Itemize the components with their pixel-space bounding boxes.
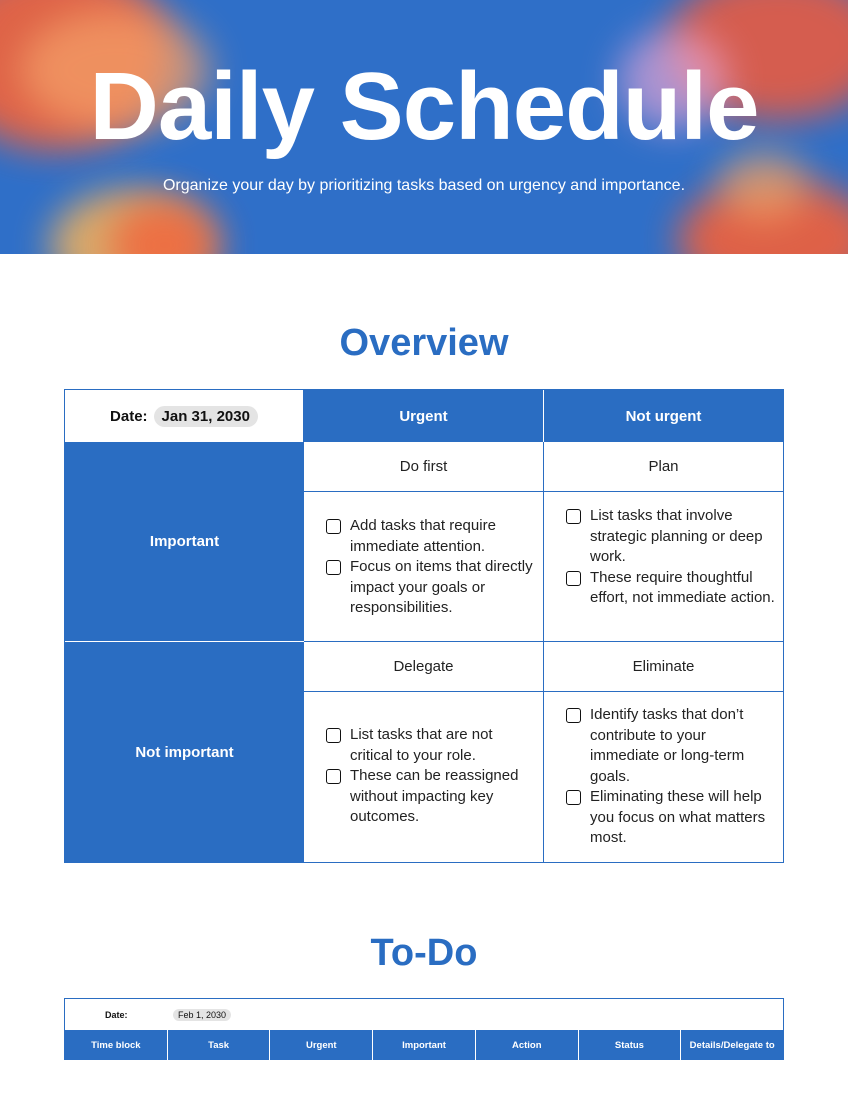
checklist-item[interactable]: Identify tasks that don’t contribute to your immediate or long-term goals. xyxy=(566,705,776,787)
checklist-item[interactable]: These require thoughtful effort, not immediate action. xyxy=(566,568,776,609)
todo-header-row xyxy=(65,1030,783,1060)
quadrant-title-do-first: Do first xyxy=(304,442,544,492)
quadrant-do-first xyxy=(304,492,544,642)
column-header-urgent: Urgent xyxy=(304,390,544,442)
checklist-item[interactable]: These can be reassigned without impacting key outcomes. xyxy=(326,766,538,828)
todo-heading: To-Do xyxy=(370,932,478,974)
quadrant-eliminate xyxy=(544,692,783,862)
column-header-important: Important xyxy=(373,1030,476,1060)
header-banner xyxy=(0,0,848,254)
overview-date-cell xyxy=(65,390,304,442)
todo-date-label: Date: xyxy=(105,1009,128,1020)
todo-date-value[interactable]: Feb 1, 2030 xyxy=(173,1009,231,1021)
page-subtitle: Organize your day by prioritizing tasks based on urgency and importance. xyxy=(162,177,686,194)
checklist-item[interactable]: List tasks that involve strategic planning or deep work. xyxy=(566,506,776,568)
date-label: Date: xyxy=(110,407,148,425)
checklist-item[interactable]: Focus on items that directly impact your goals or responsibilities. xyxy=(326,557,536,619)
todo-table xyxy=(64,998,784,1060)
quadrant-title-delegate: Delegate xyxy=(304,642,544,692)
checkbox-icon[interactable] xyxy=(326,769,341,784)
overview-heading: Overview xyxy=(339,322,509,364)
checkbox-icon[interactable] xyxy=(326,519,341,534)
date-value[interactable]: Jan 31, 2030 xyxy=(154,406,258,427)
checkbox-icon[interactable] xyxy=(566,509,581,524)
checkbox-icon[interactable] xyxy=(326,560,341,575)
column-header-time-block: Time block xyxy=(65,1030,168,1060)
row-header-important: Important xyxy=(65,442,304,642)
page-title: Daily Schedule xyxy=(89,53,759,160)
checklist-item[interactable]: List tasks that are not critical to your role. xyxy=(326,725,538,766)
checklist-item[interactable]: Eliminating these will help you focus on what matters most. xyxy=(566,787,776,849)
checkbox-icon[interactable] xyxy=(566,708,581,723)
quadrant-delegate xyxy=(304,692,544,862)
checkbox-icon[interactable] xyxy=(326,728,341,743)
column-header-urgent: Urgent xyxy=(270,1030,373,1060)
priority-matrix xyxy=(64,389,784,863)
column-header-task: Task xyxy=(168,1030,271,1060)
quadrant-plan xyxy=(544,492,783,642)
column-header-details: Details/Delegate to xyxy=(689,1039,775,1051)
row-header-not-important: Not important xyxy=(65,642,304,862)
checkbox-icon[interactable] xyxy=(566,790,581,805)
checklist-item[interactable]: Add tasks that require immediate attention. xyxy=(326,516,536,557)
quadrant-title-eliminate: Eliminate xyxy=(544,642,783,692)
quadrant-title-plan: Plan xyxy=(544,442,783,492)
todo-date-row xyxy=(65,999,783,1030)
checkbox-icon[interactable] xyxy=(566,571,581,586)
column-header-status: Status xyxy=(579,1030,682,1060)
column-header-action: Action xyxy=(476,1030,579,1060)
column-header-not-urgent: Not urgent xyxy=(544,390,783,442)
